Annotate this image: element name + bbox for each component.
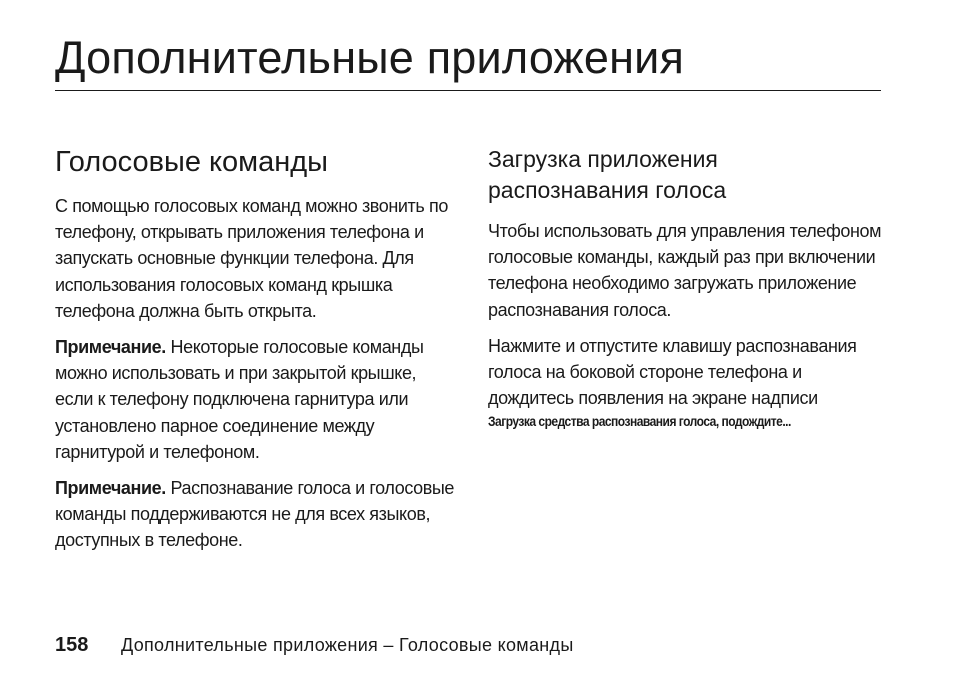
- page-footer: [55, 634, 574, 662]
- note-label: Примечание.: [55, 337, 166, 358]
- note-text: Распознавание голоса и голосовые команды поддерживаются не для всех языков, доступных в телефоне.: [55, 478, 455, 551]
- voice-commands-section: [55, 142, 455, 554]
- load-voice-recognition-heading: Загрузка приложения распознавания голоса: [488, 146, 727, 203]
- press-key-text: Нажмите и отпустите клавишу распознавания голоса на боковой стороне телефона и дождитесь появления на экране надписи: [488, 335, 857, 409]
- note-languages: [55, 475, 455, 554]
- load-instructions: Чтобы использовать для управления телефоном голосовые команды, каждый раз при включении телефона необходимо загружать приложение распознавания голоса.: [488, 221, 882, 320]
- page-title: Дополнительные приложения: [55, 32, 685, 83]
- note-flip-closed: [55, 334, 455, 465]
- title-divider: [55, 90, 881, 91]
- running-footer: Дополнительные приложения – Голосовые команды: [121, 635, 574, 655]
- note-text: Некоторые голосовые команды можно использовать и при закрытой крышке, если к телефону подключена гарнитура или установлено парное соединение между гарнитурой и телефоном.: [55, 337, 424, 462]
- press-key-instructions: [488, 333, 883, 432]
- load-voice-recognition-section: [488, 144, 883, 431]
- voice-commands-intro: С помощью голосовых команд можно звонить по телефону, открывать приложения телефона и запускать основные функции телефона. Для использования голосовых команд крышка телефона должна быть открыта.: [55, 196, 448, 321]
- voice-commands-heading: Голосовые команды: [55, 146, 329, 178]
- screen-message: Загрузка средства распознавания голоса, подождите...: [488, 413, 791, 430]
- page-number: 158: [55, 634, 89, 656]
- note-label: Примечание.: [55, 478, 166, 499]
